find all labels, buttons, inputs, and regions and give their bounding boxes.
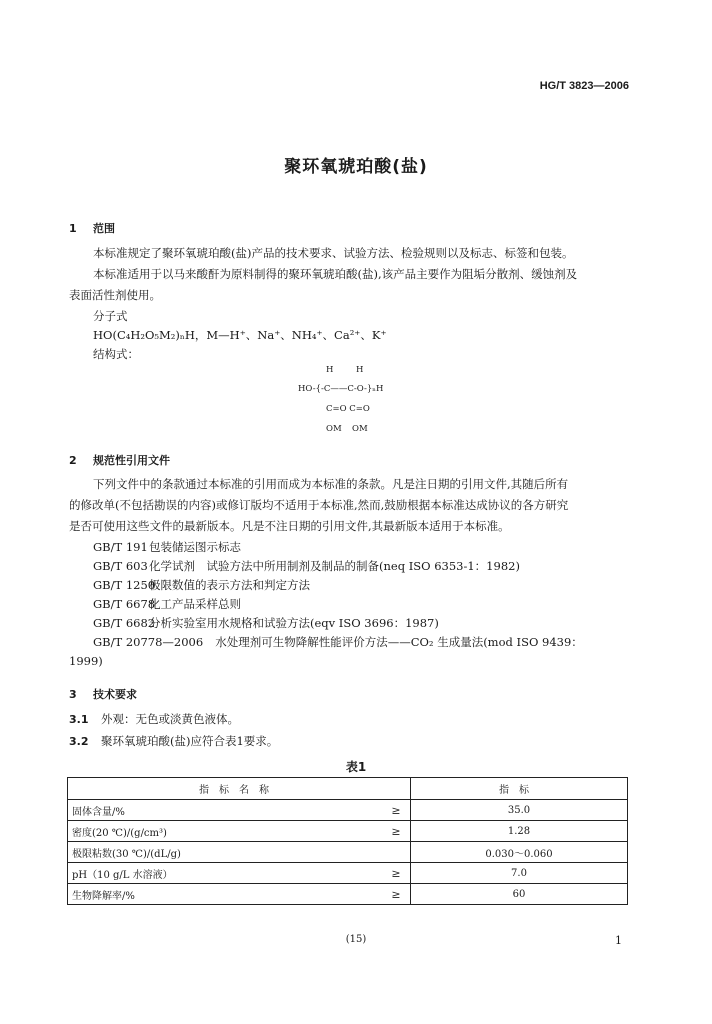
row-operator [382, 842, 411, 863]
paragraph: 下列文件中的条款通过本标准的引用而成为本标准的条款。凡是注日期的引用文件,其随后所有 [93, 477, 569, 491]
reference-code: GB/T 6682 [93, 616, 156, 630]
section-number: 3 [69, 688, 77, 701]
page-label: (15) [345, 934, 367, 945]
row-operator: ≥ [382, 800, 411, 821]
row-operator: ≥ [382, 884, 411, 905]
hydrogen-left: H [326, 365, 334, 375]
row-name: 生物降解率/% [68, 884, 383, 905]
section-title: 规范性引用文件 [93, 454, 170, 467]
reference-item [93, 558, 520, 574]
molecular-formula: HO(C₄H₂O₅M₂)ₙH，M—H⁺、Na⁺、NH₄⁺、Ca²⁺、K⁺ [93, 328, 387, 342]
section-number: 2 [69, 454, 77, 467]
row-name: 密度(20 ℃)/(g/cm³) [68, 821, 383, 842]
table-row [68, 821, 628, 842]
main-chain: HO-{-C——C-O-}ₙH [298, 384, 384, 394]
paragraph: 的修改单(不包括勘误的内容)或修订版均不适用于本标准,然而,鼓励根据本标准达成协议的各方研究 [69, 498, 569, 512]
row-value: 35.0 [411, 800, 628, 821]
reference-code: GB/T 20778—2006 [93, 635, 204, 649]
standard-number: HG/T 3823—2006 [539, 80, 629, 92]
row-operator: ≥ [382, 821, 411, 842]
requirement-item [69, 733, 278, 749]
table-title: 表1 [345, 760, 367, 774]
reference-title: 分析实验室用水规格和试验方法(eqv ISO 3696：1987) [149, 616, 439, 630]
section-title: 技术要求 [93, 688, 137, 701]
table-row [68, 800, 628, 821]
reference-item [93, 596, 241, 612]
paragraph: 表面活性剂使用。 [69, 288, 161, 302]
row-operator: ≥ [382, 863, 411, 884]
reference-code: GB/T 191 [93, 540, 148, 554]
row-value: 1.28 [411, 821, 628, 842]
reference-item [93, 577, 310, 593]
table-header-row [68, 778, 628, 800]
row-value: 7.0 [411, 863, 628, 884]
reference-title: 化学试剂 试验方法中所用制剂及制品的制备(neq ISO 6353-1：1982) [149, 559, 520, 573]
reference-code: GB/T 603 [93, 559, 148, 573]
paragraph: 本标准规定了聚环氧琥珀酸(盐)产品的技术要求、试验方法、检验规则以及标志、标签和包装。 [93, 246, 574, 260]
reference-title: 化工产品采样总则 [149, 597, 241, 611]
row-name: 固体含量/% [68, 800, 383, 821]
item-number: 3.2 [69, 735, 89, 748]
item-number: 3.1 [69, 713, 89, 726]
section-title: 范围 [93, 222, 115, 235]
paragraph: 本标准适用于以马来酸酐为原料制得的聚环氧琥珀酸(盐),该产品主要作为阻垢分散剂、缓蚀剂及 [93, 267, 578, 281]
header-value: 指标 [411, 778, 628, 800]
reference-code: GB/T 1250 [93, 578, 156, 592]
paragraph: 是否可使用这些文件的最新版本。凡是不注日期的引用文件,其最新版本适用于本标准。 [69, 519, 510, 533]
row-name: 极限粘数(30 ℃)/(dL/g) [68, 842, 383, 863]
reference-title: 极限数值的表示方法和判定方法 [149, 578, 310, 592]
table-row [68, 842, 628, 863]
document-title: 聚环氧琥珀酸(盐) [284, 157, 428, 177]
reference-continuation: 1999) [69, 654, 103, 668]
reference-title: 包装储运图示标志 [149, 540, 241, 554]
specification-table [67, 777, 628, 905]
row-value: 60 [411, 884, 628, 905]
section-3-heading [69, 686, 137, 702]
header-name: 指标名称 [68, 778, 411, 800]
requirement-item [69, 711, 239, 727]
row-name: pH（10 g/L 水溶液） [68, 863, 383, 884]
om-right: OM [352, 424, 368, 434]
formula-label: 分子式 [93, 309, 128, 323]
reference-title: 水处理剂可生物降解性能评价方法——CO₂ 生成量法(mod ISO 9439： [215, 635, 583, 649]
reference-item [93, 634, 583, 650]
hydrogen-right: H [356, 365, 364, 375]
table-row [68, 863, 628, 884]
section-1-heading [69, 220, 115, 236]
reference-code: GB/T 6678 [93, 597, 156, 611]
item-text: 聚环氧琥珀酸(盐)应符合表1要求。 [101, 734, 279, 748]
table-row [68, 884, 628, 905]
reference-item [93, 539, 241, 555]
structure-label: 结构式： [93, 347, 139, 361]
row-value: 0.030～0.060 [411, 842, 628, 863]
item-text: 外观：无色或淡黄色液体。 [101, 712, 239, 726]
reference-item [93, 615, 439, 631]
section-number: 1 [69, 222, 77, 235]
om-left: OM [326, 424, 342, 434]
section-2-heading [69, 452, 170, 468]
page-number: 1 [615, 934, 622, 947]
structural-formula [298, 365, 408, 437]
carbonyl-groups: C=O C=O [326, 404, 370, 414]
